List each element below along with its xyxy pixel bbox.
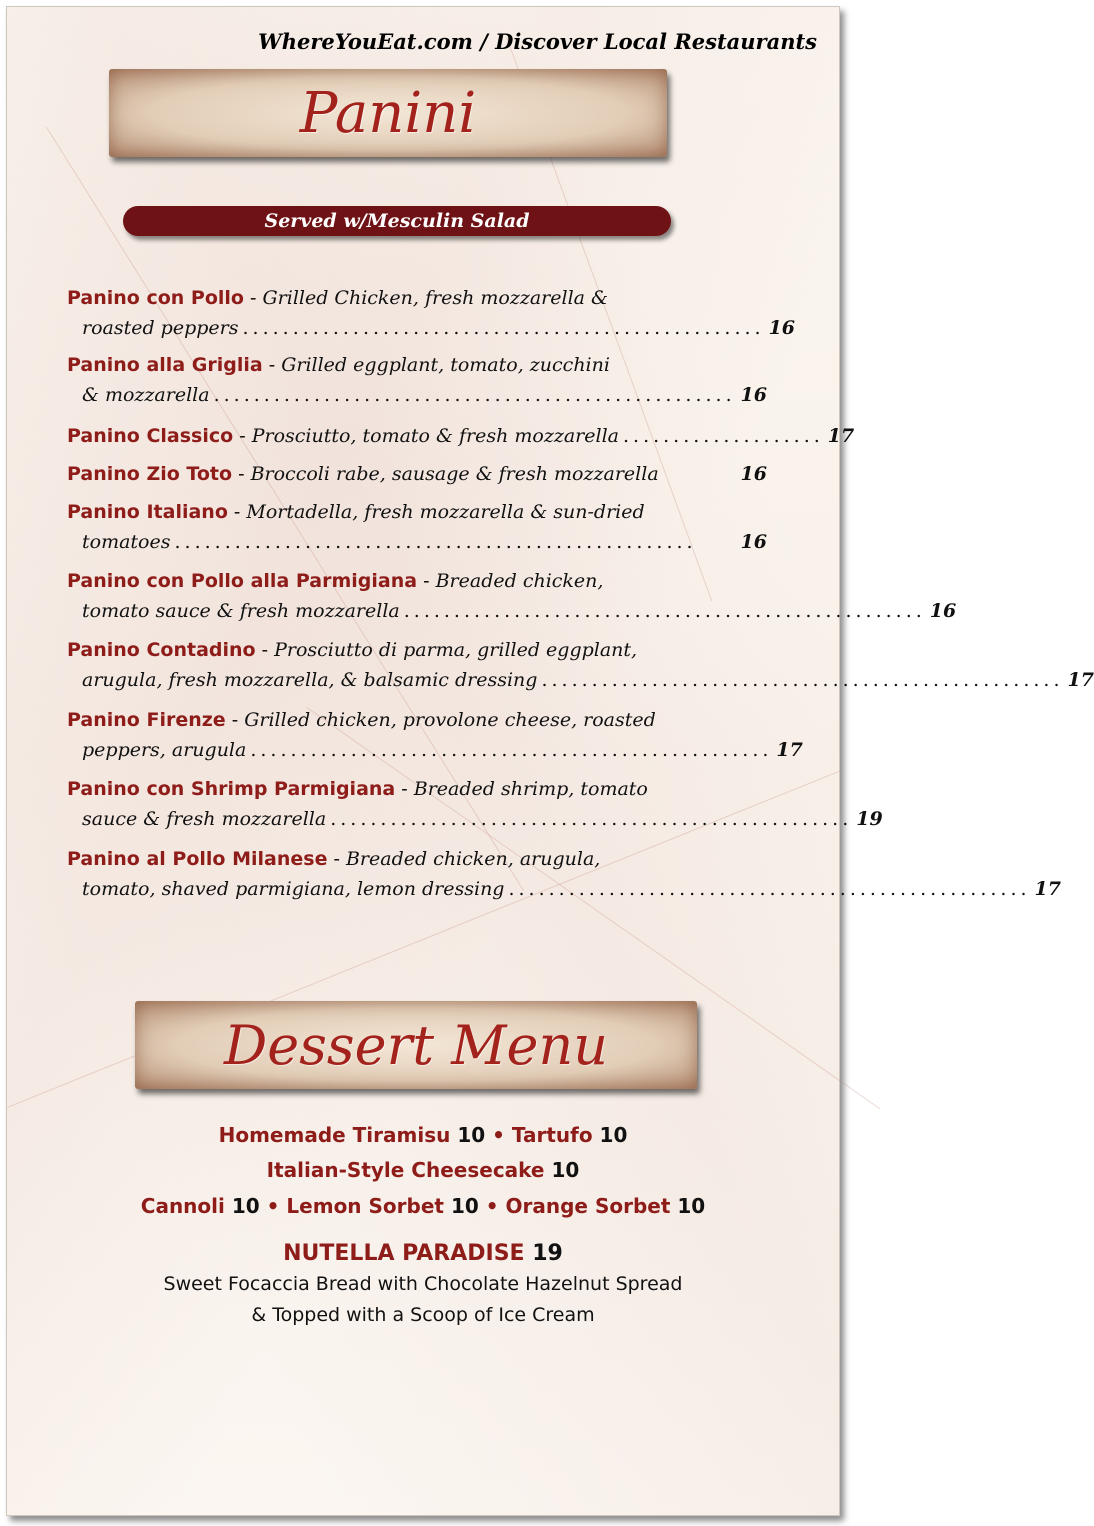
nutella-desc-line: Sweet Focaccia Bread with Chocolate Hazelnut Spread [163, 1273, 683, 1295]
item-price: 16 [740, 463, 767, 485]
dessert-price: 10 [450, 1194, 479, 1218]
item-desc: Prosciutto, tomato & fresh mozzarella [251, 425, 619, 447]
dessert-name: Lemon Sorbet [286, 1194, 444, 1218]
dessert-price: 10 [231, 1194, 260, 1218]
item-name: Panino con Shrimp Parmigiana [67, 778, 396, 800]
menu-item: Panino al Pollo Milanese - Breaded chicken, arugula, tomato, shaved parmigiana, lemon dressing .................................................... 17 [67, 844, 767, 904]
dessert-name: Cannoli [140, 1194, 225, 1218]
menu-item: Panino Zio Toto - Broccoli rabe, sausage & fresh mozzarella 16 [67, 459, 767, 489]
item-desc: arugula, fresh mozzarella, & balsamic dressing [82, 669, 538, 691]
item-price: 16 [740, 384, 767, 406]
item-desc: Breaded chicken, [435, 570, 604, 592]
item-desc: Grilled eggplant, tomato, zucchini [281, 354, 610, 376]
item-price: 16 [929, 600, 957, 622]
separator: • [266, 1194, 280, 1218]
dessert-price: 10 [677, 1194, 706, 1218]
nutella-description [7, 1269, 839, 1331]
item-desc: Grilled Chicken, fresh mozzarella & [262, 287, 608, 309]
menu-item: Panino con Pollo alla Parmigiana - Breaded chicken, tomato sauce & fresh mozzarella .................................................... 16 [67, 566, 767, 626]
panini-title-plaque [109, 69, 667, 157]
dessert-line-2 [7, 1158, 839, 1182]
leader-dots: .................................................... [213, 384, 736, 406]
leader-dots: .................... [622, 425, 824, 447]
item-name: Panino Classico [67, 425, 234, 447]
dessert-price: 10 [599, 1123, 628, 1147]
dessert-line-3 [7, 1194, 839, 1218]
nutella-name: NUTELLA PARADISE [283, 1241, 525, 1266]
item-name: Panino alla Griglia [67, 354, 263, 376]
menu-item: Panino Contadino - Prosciutto di parma, grilled eggplant, arugula, fresh mozzarella, & balsamic dressing .................................................... 17 [67, 635, 767, 695]
leader-dots: .................................................... [242, 317, 765, 339]
leader-dots: .................................................... [250, 739, 773, 761]
dessert-name: Homemade Tiramisu [218, 1123, 451, 1147]
dessert-name: Orange Sorbet [505, 1194, 671, 1218]
item-price: 16 [768, 317, 796, 339]
item-desc: Breaded shrimp, tomato [413, 778, 648, 800]
separator: • [485, 1194, 499, 1218]
subtitle-text: Served w/Mesculin Salad [264, 210, 530, 232]
dessert-name: Tartufo [511, 1123, 593, 1147]
item-desc: Grilled chicken, provolone cheese, roasted [244, 709, 656, 731]
item-desc: tomato sauce & fresh mozzarella [82, 600, 400, 622]
subtitle-banner [123, 206, 671, 236]
dessert-line-1 [7, 1123, 839, 1147]
dessert-name: Italian-Style Cheesecake [266, 1158, 545, 1182]
item-desc: Breaded chicken, arugula, [345, 848, 601, 870]
item-desc: Prosciutto di parma, grilled eggplant, [274, 639, 638, 661]
item-desc: tomatoes [82, 531, 171, 553]
item-price: 17 [1034, 878, 1061, 900]
leader-dots: .................................................... [541, 669, 1064, 691]
item-name: Panino Firenze [67, 709, 226, 731]
item-name: Panino con Pollo alla Parmigiana [67, 570, 418, 592]
menu-item: Panino Italiano - Mortadella, fresh mozzarella & sun-dried tomatoes .................................................... 16 [67, 497, 767, 557]
nutella-heading [7, 1241, 839, 1266]
item-name: Panino Zio Toto [67, 463, 233, 485]
menu-item: Panino alla Griglia - Grilled eggplant, tomato, zucchini & mozzarella .................................................... 16 [67, 350, 767, 410]
item-desc: Mortadella, fresh mozzarella & sun-dried [246, 501, 645, 523]
site-watermark: WhereYouEat.com / Discover Local Restaurants [258, 29, 817, 54]
item-price: 19 [856, 808, 883, 830]
nutella-price: 19 [532, 1241, 563, 1266]
item-desc: Broccoli rabe, sausage & fresh mozzarella [250, 463, 659, 485]
leader-dots: .................................................... [403, 600, 926, 622]
item-desc: & mozzarella [82, 384, 210, 406]
item-name: Panino Contadino [67, 639, 256, 661]
dessert-price: 10 [457, 1123, 486, 1147]
item-desc: peppers, arugula [82, 739, 247, 761]
item-price: 17 [1067, 669, 1094, 691]
item-name: Panino con Pollo [67, 287, 244, 309]
item-price: 16 [740, 531, 767, 553]
leader-dots: .................................................... [174, 531, 697, 553]
item-desc: roasted peppers [82, 317, 239, 339]
leader-dots: .................................................... [330, 808, 853, 830]
item-desc: tomato, shaved parmigiana, lemon dressing [82, 878, 505, 900]
leader-dots: .................................................... [508, 878, 1031, 900]
separator: • [492, 1123, 505, 1147]
item-price: 17 [776, 739, 803, 761]
menu-page [6, 6, 1094, 1516]
dessert-title: Dessert Menu [223, 1013, 609, 1077]
menu-item: Panino Firenze - Grilled chicken, provolone cheese, roasted peppers, arugula .................................................... 17 [67, 705, 767, 765]
menu-item: Panino Classico - Prosciutto, tomato & fresh mozzarella .................... 17 [67, 421, 767, 451]
item-desc: sauce & fresh mozzarella [82, 808, 327, 830]
nutella-desc-line: & Topped with a Scoop of Ice Cream [251, 1304, 595, 1326]
item-price: 17 [827, 425, 855, 447]
dessert-price: 10 [551, 1158, 580, 1182]
panini-title: Panini [299, 80, 477, 146]
menu-item: Panino con Shrimp Parmigiana - Breaded shrimp, tomato sauce & fresh mozzarella .................................................... 19 [67, 774, 767, 834]
dessert-title-plaque [135, 1001, 697, 1089]
menu-item: Panino con Pollo - Grilled Chicken, fresh mozzarella & roasted peppers .................................................... 16 [67, 283, 767, 343]
item-name: Panino Italiano [67, 501, 228, 523]
item-name: Panino al Pollo Milanese [67, 848, 328, 870]
